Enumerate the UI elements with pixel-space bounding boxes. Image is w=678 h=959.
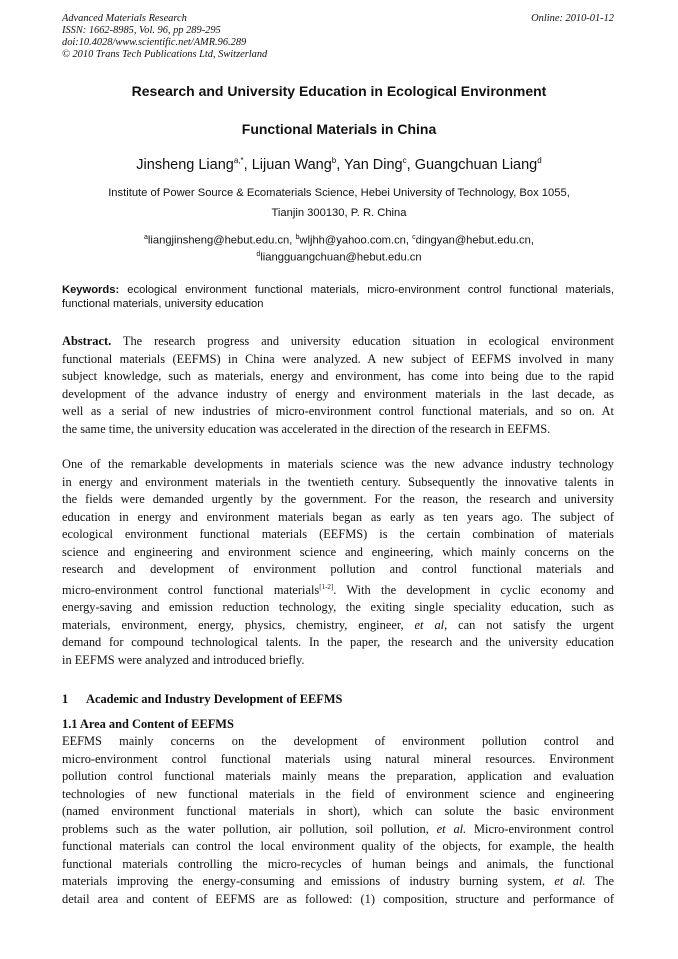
- section-heading: [62, 691, 342, 707]
- text-line: the fields were demanded urgently by the government. For the reason, the research and university: [62, 492, 614, 506]
- author-name: Jinsheng Liang: [136, 156, 234, 173]
- email-line-2: [40, 248, 638, 265]
- author-sup: a,*: [233, 156, 244, 165]
- author-name: Guangchuan Liang: [414, 156, 538, 173]
- affiliation-line-2: Tianjin 300130, P. R. China: [271, 207, 407, 219]
- text-line: education in energy and environment materials began as early as ten years ago. The subject of: [62, 509, 614, 524]
- keywords: [62, 283, 614, 311]
- text-line: demand for compound technological talents. In the paper, the research and the university education: [62, 635, 614, 650]
- email-sup: b: [295, 234, 300, 241]
- text-line: One of the remarkable developments in materials science was the new advance industry technology: [62, 457, 614, 471]
- text-line: materials improving the energy-consuming and emissions of industry burning system, et al. The: [62, 874, 614, 888]
- online-date: Online: 2010-01-12: [531, 13, 614, 24]
- text-line: functional materials can control the local environment quality of the objects, for example, the health: [62, 839, 614, 853]
- text-line: (named environment functional materials in short), which can solute the basic environment: [62, 804, 614, 818]
- author-name: Yan Ding: [344, 156, 403, 173]
- text-line: energy-saving and emission reduction technology, the exiting single speciality education, such as: [62, 600, 614, 615]
- text-line: research and development of environment pollution and control functional materials and: [62, 562, 614, 576]
- journal-header: [62, 13, 614, 61]
- journal-issn: ISSN: 1662-8985, Vol. 96, pp 289-295: [62, 25, 221, 36]
- text-line: problems such as the water pollution, air pollution, soil pollution, et al. Micro-environment control: [62, 821, 614, 836]
- email-link[interactable]: liangjinsheng@hebut.edu.cn,: [147, 234, 293, 247]
- text-line: subject knowledge, such as materials, energy and environment, has come into being due to the rapid: [62, 369, 614, 383]
- text-line: micro-environment control functional materials[1-2]. With the development in cyclic economy and: [62, 582, 614, 597]
- text-line: the same time, the university education was accelerated in the direction of the research in EEFMS.: [62, 421, 551, 436]
- author-name: Lijuan Wang: [251, 156, 332, 173]
- paper-title-line-1: Research and University Education in Ecological Environment: [131, 83, 547, 99]
- email-link[interactable]: dingyan@hebut.edu.cn,: [415, 234, 534, 247]
- journal-doi: doi:10.4028/www.scientific.net/AMR.96.289: [62, 37, 247, 48]
- journal-copyright: © 2010 Trans Tech Publications Ltd, Switzerland: [62, 49, 268, 60]
- section-title: Academic and Industry Development of EEFMS: [86, 692, 343, 706]
- journal-name: Advanced Materials Research: [62, 13, 187, 24]
- text-line: micro-environment control functional materials using natural mineral resources. Environment: [62, 751, 614, 766]
- text-line: EEFMS mainly concerns on the development of environment pollution control and: [62, 734, 614, 748]
- text-line: in energy and environment materials in the twentieth century. Subsequently the innovative talents in: [62, 474, 614, 489]
- author-sup: c: [402, 156, 407, 165]
- email-line-1: [40, 231, 638, 248]
- email-sup: d: [256, 251, 261, 258]
- section-number: 1: [62, 692, 69, 706]
- intro-paragraph: [62, 456, 614, 669]
- text-line: Abstract. The research progress and university education situation in ecological environment: [62, 334, 615, 348]
- email-sup: c: [412, 234, 416, 241]
- text-line: pollution control functional materials mainly means the preparation, application and evaluation: [62, 769, 614, 783]
- email-link[interactable]: wljhh@yahoo.com.cn,: [299, 234, 410, 247]
- abstract: [62, 333, 614, 438]
- paper-title-line-2: Functional Materials in China: [241, 121, 437, 137]
- author-sup: b: [331, 156, 337, 165]
- text-line: functional materials controlling the micro-recycles of human beings and animals, the functional: [62, 856, 614, 871]
- abstract-label: Abstract.: [62, 334, 112, 348]
- text-line: technologies of new functional materials in the field of environment science and engineering: [62, 786, 614, 801]
- affiliation-line-1: Institute of Power Source & Ecomaterials Science, Hebei University of Technology, Box 1055,: [108, 187, 570, 199]
- keywords-label: Keywords:: [62, 284, 120, 296]
- email-sup: a: [144, 234, 148, 241]
- text-line: detail area and content of EEFMS are as followed: (1) composition, structure and performance of: [62, 891, 614, 906]
- text-line: functional materials (EEFMS) in China were analyzed. A new subject of EEFMS involved in many: [62, 351, 614, 366]
- text-line: well as a serial of new industries of micro-environment control functional materials, and so on. At: [62, 404, 614, 418]
- text-line: ecological environment functional materials (EEFMS) is the certain combination of materials: [62, 527, 614, 541]
- subsection-heading: 1.1 Area and Content of EEFMS: [62, 717, 234, 731]
- author-sup: d: [537, 156, 542, 165]
- text-line: in EEFMS were analyzed and introduced briefly.: [62, 652, 305, 667]
- text-line: materials, environment, energy, physics, chemistry, engineer, et al, can not satisfy the urgent: [62, 617, 614, 632]
- keywords-text: ecological environment functional materials, micro-environment control functional materials, functional materials, university education: [62, 284, 614, 310]
- text-line: development of the advance industry of energy and environment materials in the last decade, as: [62, 386, 614, 401]
- section-body: [62, 733, 614, 908]
- text-line: science and engineering and environment science and engineering, which mainly concerns on the: [62, 544, 614, 559]
- author-list: Jinsheng Liang$^{a,*}$, Lijuan Wang$^b$, Yan Ding$^c$, Guangchuan Liang$^d$: [136, 156, 542, 173]
- email-link[interactable]: liangguangchuan@hebut.edu.cn: [260, 251, 422, 264]
- citation[interactable]: [1-2]: [319, 582, 334, 591]
